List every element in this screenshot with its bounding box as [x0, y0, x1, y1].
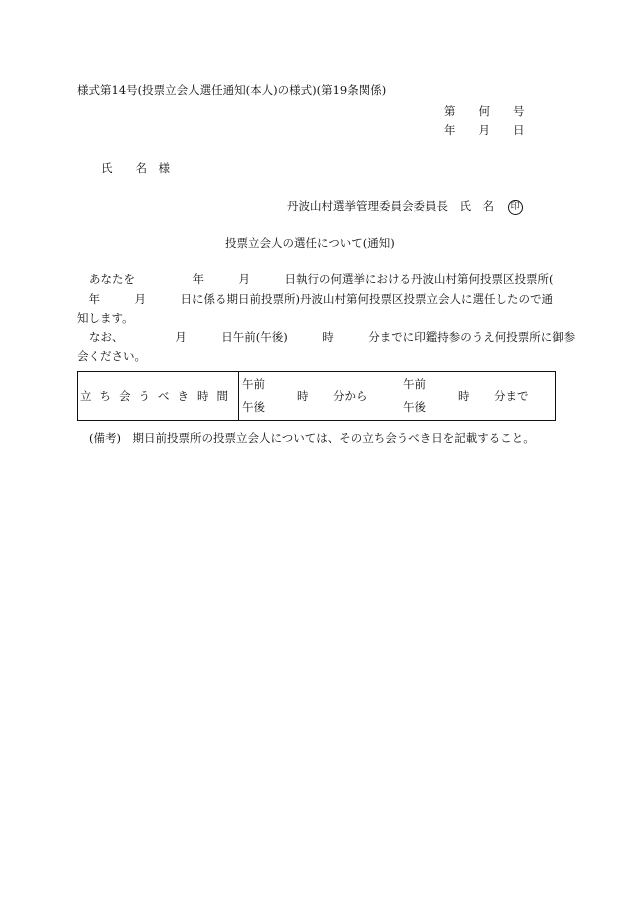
body-paragraph-1-line-3: 知します。: [77, 311, 134, 325]
seal-stamp: 印: [508, 200, 523, 215]
attendance-time-fields: [239, 372, 556, 421]
addressee: 氏 名 様: [101, 161, 170, 175]
end-am-label: 午前: [403, 377, 426, 391]
start-am-label: 午前: [242, 377, 265, 391]
subject-title: 投票立会人の選任について(通知): [225, 236, 395, 250]
body-paragraph-2-line-1: なお、 月 日午前(午後) 時 分までに印鑑持参のうえ何投票所に御参: [89, 330, 576, 344]
document-number: 第 何 号: [444, 104, 525, 118]
end-pm-label: 午後: [403, 400, 426, 414]
sender-line: [287, 199, 523, 215]
form-title: 様式第14号(投票立会人選任通知(本人)の様式)(第19条関係): [77, 83, 387, 97]
attendance-time-label: 立ち会うべき時間: [78, 372, 239, 421]
body-paragraph-1-line-2: 年 月 日に係る期日前投票所)丹波山村第何投票区投票立会人に選任したので通: [77, 292, 553, 306]
body-paragraph-1-line-1: あなたを 年 月 日執行の何選挙における丹波山村第何投票区投票所(: [89, 272, 554, 286]
start-pm-label: 午後: [242, 400, 265, 414]
remarks-note: (備考) 期日前投票所の投票立会人については、その立ち会うべき日を記載すること。: [89, 431, 535, 445]
from-minute-label: 分から: [333, 389, 368, 403]
start-hour-label: 時: [297, 389, 309, 403]
end-hour-label: 時: [458, 389, 470, 403]
body-paragraph-2-line-2: 会ください。: [77, 349, 146, 363]
attendance-time-table: [77, 371, 556, 421]
document-date: 年 月 日: [444, 123, 525, 137]
until-minute-label: 分まで: [494, 389, 529, 403]
sender-text: 丹波山村選挙管理委員会委員長 氏 名: [287, 199, 494, 213]
